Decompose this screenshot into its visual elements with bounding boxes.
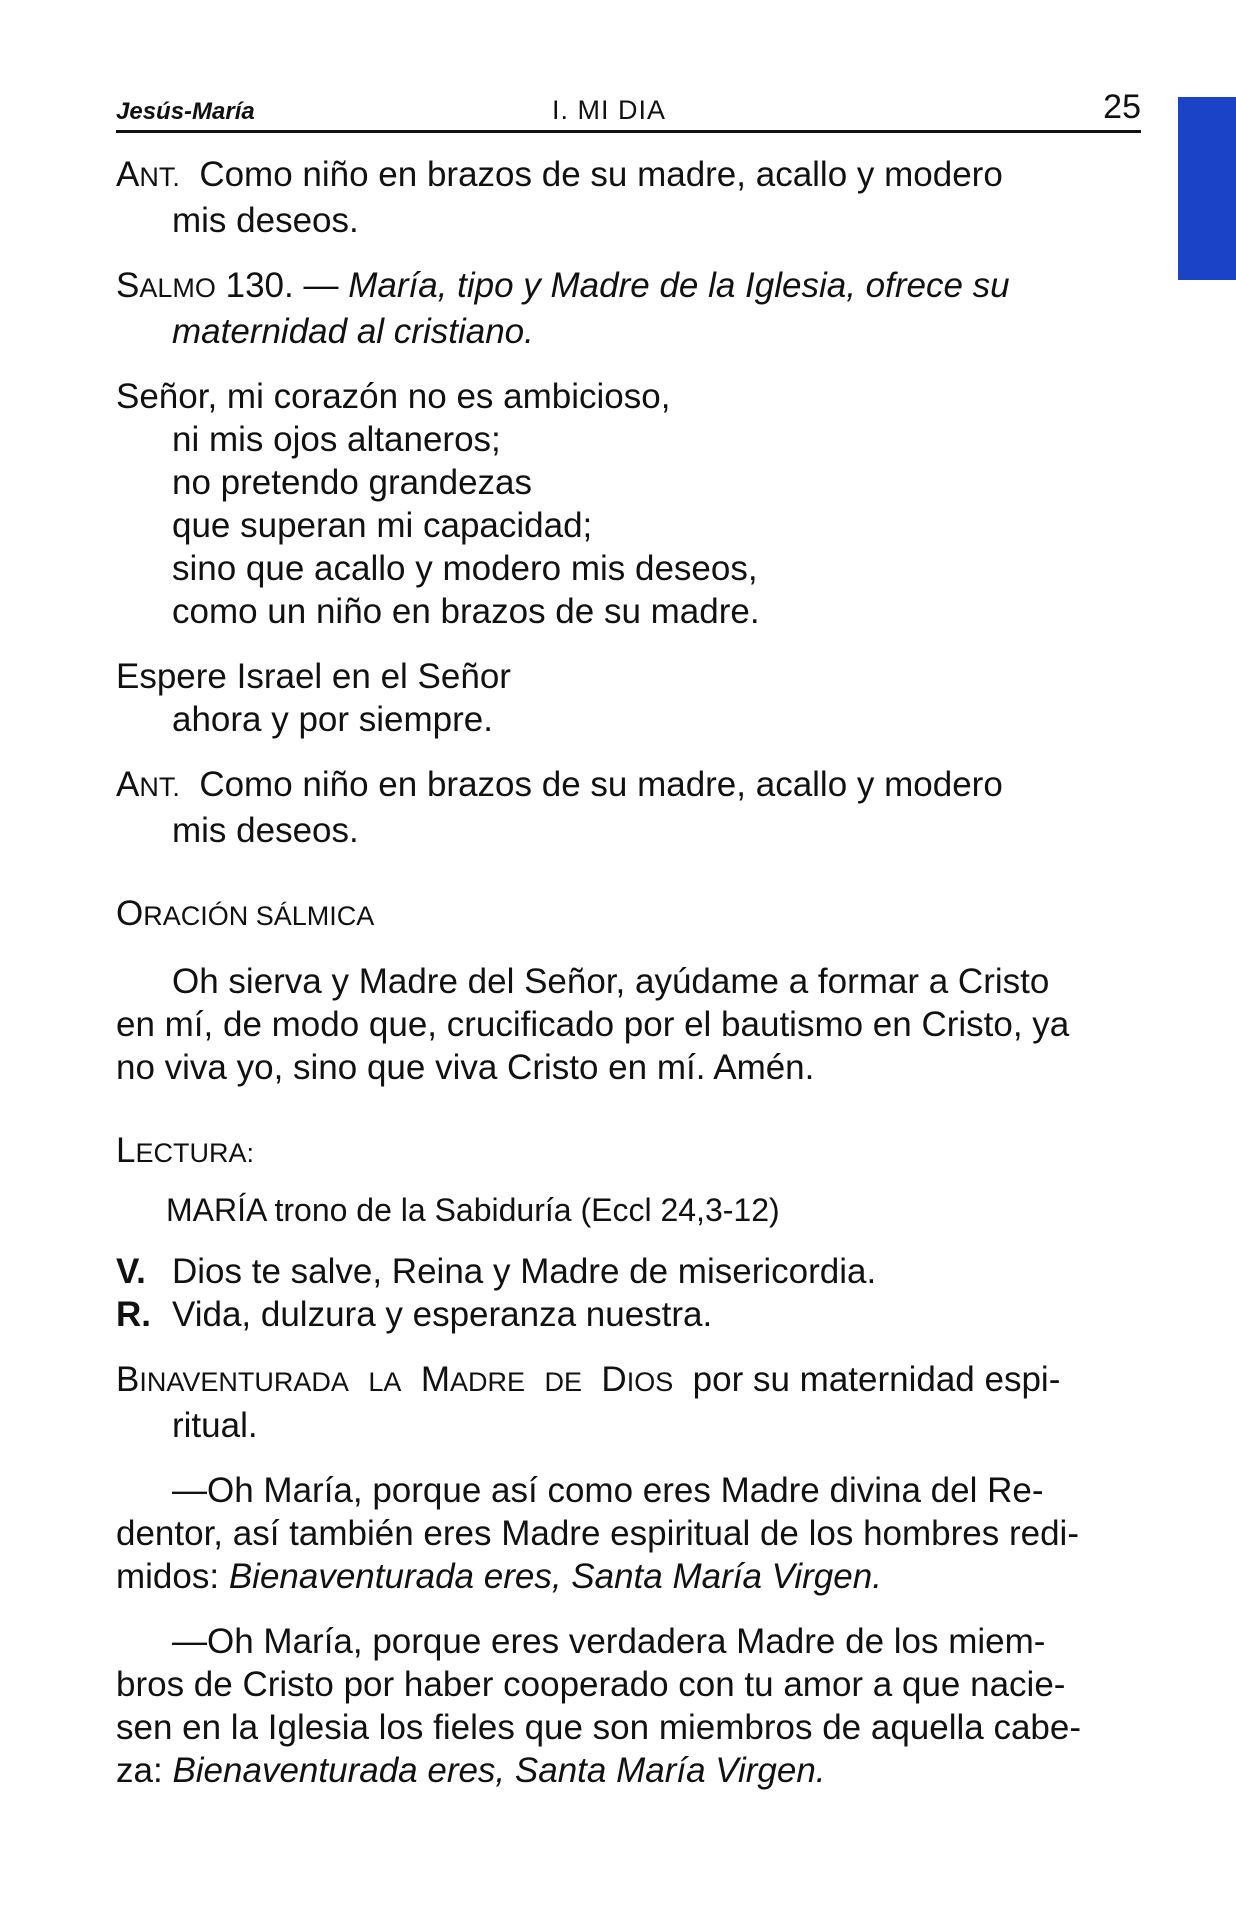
versicle: [116, 1250, 1141, 1293]
invocation-1: [116, 1469, 1141, 1598]
psalm-stanza-1: [116, 375, 1141, 633]
versicle-text: Dios te salve, Reina y Madre de misericordia.: [172, 1252, 877, 1291]
invocation-2-line3: sen en la Iglesia los fieles que son miembros de aquella cabe-: [116, 1708, 1082, 1747]
invocation-1-line1: —Oh María, porque así como eres Madre divina del Re-: [172, 1471, 1044, 1510]
running-head-center: I. MI DIA: [552, 95, 667, 125]
chapter-tab: [1178, 97, 1236, 280]
antiphon-1: [116, 153, 1141, 242]
oracion-text: [116, 960, 1141, 1089]
oracion-line2: en mí, de modo que, crucificado por el bautismo en Cristo, ya: [116, 1005, 1070, 1044]
psalm-stanza-2: [116, 655, 1141, 741]
verse-line: ahora y por siempre.: [172, 700, 493, 739]
response-symbol: R.: [116, 1295, 151, 1334]
lectura-reference: MARÍA trono de la Sabiduría (Eccl 24,3-12): [166, 1192, 780, 1228]
versicle-response: [116, 1250, 1141, 1336]
antiphon-2-line1: ANT. Como niño en brazos de su madre, acallo y modero: [116, 765, 1003, 804]
invocation-2: [116, 1620, 1141, 1792]
verse-line: no pretendo grandezas: [172, 463, 532, 502]
verse-line: Señor, mi corazón no es ambicioso,: [116, 377, 671, 416]
invocation-2-line2: bros de Cristo por haber cooperado con tu amor a que nacie-: [116, 1665, 1066, 1704]
bienaventurada-heading: [116, 1358, 1141, 1447]
psalm-title: [116, 264, 1141, 353]
response-text: Vida, dulzura y esperanza nuestra.: [172, 1295, 713, 1334]
bienaventurada-line1: BINAVENTURADA LA MADRE DE DIOS por su maternidad espi-: [116, 1360, 1061, 1399]
book-page: [116, 88, 1141, 1792]
oracion-heading: ORACIÓN SÁLMICA: [116, 894, 375, 933]
antiphon-1-line2: mis deseos.: [172, 201, 359, 240]
running-head-left: Jesús-María: [116, 98, 255, 125]
verse-line: sino que acallo y modero mis deseos,: [172, 549, 758, 588]
psalm-title-line1: SALMO 130. — María, tipo y Madre de la Iglesia, ofrece su: [116, 266, 1010, 305]
antiphon-2: [116, 763, 1141, 852]
bienaventurada-line2: ritual.: [172, 1406, 258, 1445]
psalm-title-line2: maternidad al cristiano.: [172, 312, 534, 351]
response: [116, 1293, 1141, 1336]
antiphon-1-line1: ANT. Como niño en brazos de su madre, acallo y modero: [116, 155, 1003, 194]
invocation-2-line1: —Oh María, porque eres verdadera Madre de los miem-: [172, 1622, 1046, 1661]
invocation-1-line3: midos: Bienaventurada eres, Santa María Virgen.: [116, 1557, 882, 1596]
antiphon-2-line2: mis deseos.: [172, 811, 359, 850]
running-head: [116, 88, 1141, 133]
verse-line: ni mis ojos altaneros;: [172, 420, 501, 459]
lectura-heading: LECTURA:: [116, 1131, 254, 1170]
page-content: [116, 153, 1141, 1792]
verse-line: que superan mi capacidad;: [172, 506, 593, 545]
versicle-symbol: V.: [116, 1252, 146, 1291]
oracion-line3: no viva yo, sino que viva Cristo en mí. Amén.: [116, 1048, 815, 1087]
invocation-2-line4: za: Bienaventurada eres, Santa María Virgen.: [116, 1751, 826, 1790]
verse-line: como un niño en brazos de su madre.: [172, 592, 760, 631]
oracion-line1: Oh sierva y Madre del Señor, ayúdame a formar a Cristo: [172, 962, 1050, 1001]
invocation-1-line2: dentor, así también eres Madre espiritual de los hombres redi-: [116, 1514, 1079, 1553]
verse-line: Espere Israel en el Señor: [116, 657, 511, 696]
page-number: 25: [1103, 88, 1141, 126]
